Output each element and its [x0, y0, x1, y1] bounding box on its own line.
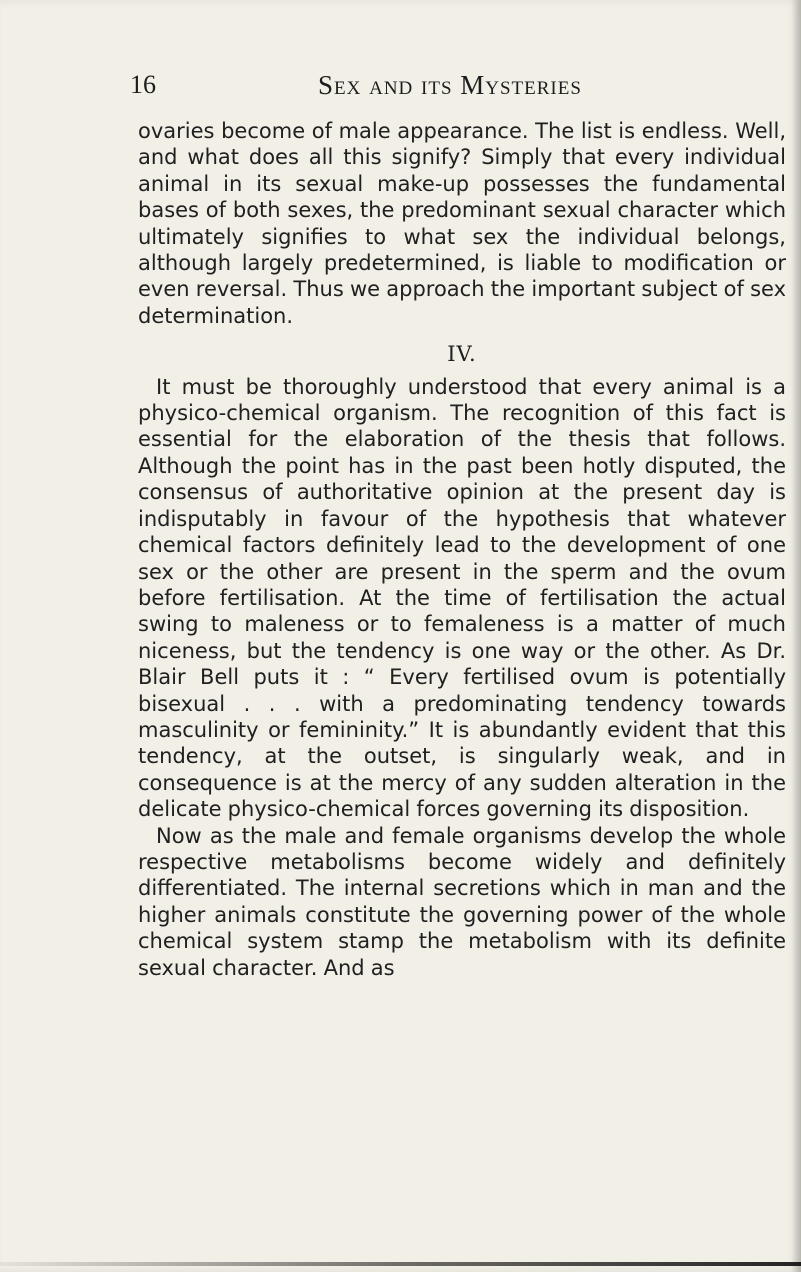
running-title: Sex and its Mysteries	[318, 70, 582, 100]
paragraph-intro: ovaries become of male appearance. The list is endless. Well, and what does all this signify? Simply that every individual animal in its sexual make-up possesses the fundamental bases of both sexes, the predominant sexual character which ultimately signifies to what sex the individual belongs, although largely predetermined, is liable to modification or even reversal. Thus we approach the important subject of sex determination.	[138, 119, 786, 328]
page-number: 16	[130, 70, 156, 99]
page-body	[138, 118, 786, 981]
section-heading: IV.	[447, 342, 477, 367]
paragraph-main: It must be thoroughly understood that every animal is a physico-chemical organism. The recognition of this fact is essential for the elaboration of the thesis that follows. Although the point has in the past been hotly disputed, the consensus of authoritative opinion at the present day is indisputably in favour of the hypothesis that whatever chemical factors definitely lead to the development of one sex or the other are present in the sperm and the ovum before fertilisation. At the time of fertilisation the actual swing to maleness or to femaleness is a matter of much niceness, but the tendency is one way or the other. As Dr. Blair Bell puts it : “ Every fertilised ovum is potentially bisexual . . . with a predominating tendency towards masculinity or femininity.” It is abundantly evident that this tendency, at the outset, is singularly weak, and in consequence is at the mercy of any sudden alteration in the delicate physico-chemical forces governing its disposition.	[138, 374, 786, 822]
page-edge-shadow	[791, 0, 801, 1272]
bottom-edge	[0, 1262, 801, 1266]
page-header	[0, 70, 801, 106]
paragraph-final: Now as the male and female organisms develop the whole respective metabolisms become widely and definitely differentiated. The internal secretions which in man and the higher animals constitute the governing power of the whole chemical system stamp the metabolism with its definite sexual character. And as	[138, 823, 786, 980]
